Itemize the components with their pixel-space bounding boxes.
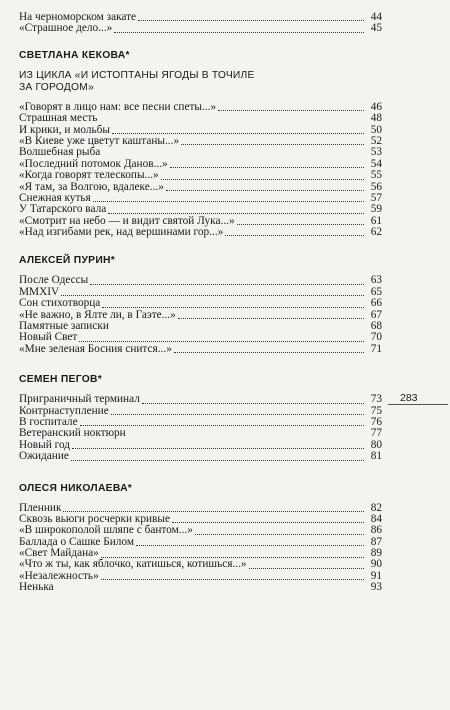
dot-leader [195, 532, 364, 535]
author-heading: СЕМЕН ПЕГОВ* [19, 374, 103, 386]
dot-leader [93, 199, 364, 202]
dot-leader [108, 211, 364, 214]
dot-leader [99, 120, 364, 123]
entry-page: 53 [370, 146, 382, 159]
toc-entry [19, 113, 382, 124]
entry-page: 61 [370, 214, 382, 227]
entry-title: «В широкополой шляпе с бантом...» [19, 524, 193, 537]
toc-entry [19, 227, 382, 238]
entry-title: «Я там, за Волгою, вдалеке...» [19, 180, 164, 193]
toc-entry [19, 204, 382, 215]
toc-entry [19, 23, 382, 34]
entry-title: У Татарского вала [19, 203, 107, 216]
entry-page: 89 [370, 547, 382, 560]
entry-page: 45 [370, 22, 382, 35]
entry-title: Ожидание [19, 450, 69, 463]
dot-leader [114, 30, 364, 33]
cycle-title-line: ЗА ГОРОДОМ» [19, 81, 94, 93]
dot-leader [174, 350, 364, 353]
entry-page: 80 [370, 438, 382, 451]
dot-leader [178, 316, 364, 319]
entry-title: Снежная кутья [19, 191, 91, 204]
entry-page: 68 [370, 320, 382, 333]
entry-page: 50 [370, 123, 382, 136]
toc-entry [19, 571, 382, 582]
entry-title: И крики, и мольбы [19, 123, 110, 136]
dot-leader [71, 458, 364, 461]
dot-leader [63, 509, 364, 512]
entry-title: Ненька [19, 581, 54, 594]
entry-title: Сон стихотворца [19, 297, 101, 310]
entry-page: 52 [370, 134, 382, 147]
entry-title: Новый год [19, 438, 71, 451]
entry-title: Пленник [19, 501, 62, 514]
entry-page: 76 [370, 415, 382, 428]
author-heading: АЛЕКСЕЙ ПУРИН* [19, 255, 116, 267]
entry-title: Баллада о Сашке Билом [19, 535, 134, 548]
entry-page: 62 [370, 226, 382, 239]
entry-title: Приграничный терминал [19, 393, 140, 406]
dot-leader [172, 520, 364, 523]
entry-page: 91 [370, 569, 382, 582]
entry-title: Новый Свет [19, 331, 78, 344]
dot-leader [218, 108, 364, 111]
entry-page: 46 [370, 100, 382, 113]
entry-page: 70 [370, 331, 382, 344]
dot-leader [80, 423, 364, 426]
dot-leader [142, 401, 364, 404]
entry-title: «Страшное дело...» [19, 22, 113, 35]
entry-page: 67 [370, 308, 382, 321]
toc-entry [19, 451, 382, 462]
dot-leader [138, 18, 364, 21]
dot-leader [90, 282, 364, 285]
entry-title: «Говорят в лицо нам: все песни спеты...» [19, 100, 217, 113]
dot-leader [166, 188, 364, 191]
entry-title: «Незалежность» [19, 569, 99, 582]
entry-page: 87 [370, 535, 382, 548]
dot-leader [102, 305, 364, 308]
toc-entry [19, 582, 382, 593]
entry-title: «Мне зеленая Босния снится...» [19, 342, 172, 355]
author-section-purin [19, 255, 382, 355]
entry-title: Волшебная рыба [19, 146, 101, 159]
toc-entry [19, 525, 382, 536]
entry-title: «Свет Майдана» [19, 547, 99, 560]
dot-leader [128, 435, 364, 438]
entry-title: На черноморском закате [19, 10, 137, 23]
entry-page: 84 [370, 512, 382, 525]
dot-leader [112, 131, 364, 134]
dot-leader [181, 142, 364, 145]
entry-page: 59 [370, 203, 382, 216]
entry-page: 77 [370, 427, 382, 440]
entry-page: 65 [370, 285, 382, 298]
cycle-title [19, 70, 382, 94]
author-heading: ОЛЕСЯ НИКОЛАЕВА* [19, 482, 133, 494]
toc-entry [19, 275, 382, 286]
table-of-contents [19, 12, 382, 594]
entry-title: После Одессы [19, 274, 89, 287]
dot-leader [237, 222, 364, 225]
dot-leader [136, 543, 364, 546]
entry-title: «Что ж ты, как яблочко, катишься, котишься...» [19, 558, 247, 571]
dot-leader [111, 327, 364, 330]
toc-entry [19, 170, 382, 181]
entry-page: 63 [370, 274, 382, 287]
entry-title: «Над изгибами рек, над вершинами гор...» [19, 226, 224, 239]
dot-leader [61, 293, 364, 296]
entry-page: 73 [370, 393, 382, 406]
entry-page: 66 [370, 297, 382, 310]
entry-page: 93 [370, 581, 382, 594]
toc-entry [19, 394, 382, 405]
margin-rule [388, 404, 448, 405]
entry-page: 44 [370, 10, 382, 23]
author-section-pegov [19, 374, 382, 462]
dot-leader [225, 233, 364, 236]
entry-page: 82 [370, 501, 382, 514]
top-entries [19, 12, 382, 35]
dot-leader [111, 412, 364, 415]
entry-title: Сквозь вьюги росчерки кривые [19, 512, 170, 525]
entry-page: 86 [370, 524, 382, 537]
toc-entry [19, 428, 382, 439]
dot-leader [102, 154, 364, 157]
entry-page: 81 [370, 450, 382, 463]
entry-title: «Последний потомок Данов...» [19, 157, 168, 170]
entry-title: «Смотрит на небо — и видит святой Лука...» [19, 214, 235, 227]
entry-title: Памятные записки [19, 320, 109, 333]
entry-page: 71 [370, 342, 382, 355]
entry-title: «В Киеве уже цветут каштаны...» [19, 134, 180, 147]
entry-title: «Не важно, в Ялте ли, в Гаэте...» [19, 308, 176, 321]
entry-title: В госпитале [19, 415, 78, 428]
author-section-kekova [19, 50, 382, 239]
entry-page: 57 [370, 191, 382, 204]
entry-title: Контрнаступление [19, 404, 109, 417]
dot-leader [101, 555, 364, 558]
dot-leader [249, 566, 364, 569]
dot-leader [72, 446, 364, 449]
entry-title: «Когда говорят телескопы...» [19, 169, 159, 182]
dot-leader [79, 339, 364, 342]
entry-page: 90 [370, 558, 382, 571]
entry-title: Страшная месть [19, 112, 98, 125]
dot-leader [56, 589, 364, 592]
toc-entry [19, 298, 382, 309]
entry-title: MMXIV [19, 285, 60, 298]
cycle-title-line: ИЗ ЦИКЛА «И ИСТОПТАНЫ ЯГОДЫ В ТОЧИЛЕ [19, 69, 255, 81]
author-section-nikolaeva [19, 483, 382, 594]
entry-page: 48 [370, 112, 382, 125]
page-number: 283 [400, 392, 418, 404]
dot-leader [101, 577, 364, 580]
entry-title: Ветеранский ноктюрн [19, 427, 126, 440]
dot-leader [170, 165, 364, 168]
toc-entry [19, 440, 382, 451]
author-heading: СВЕТЛАНА КЕКОВА* [19, 49, 130, 61]
toc-entry [19, 344, 382, 355]
entry-page: 55 [370, 169, 382, 182]
dot-leader [161, 177, 364, 180]
entry-page: 56 [370, 180, 382, 193]
entry-page: 54 [370, 157, 382, 170]
entry-page: 75 [370, 404, 382, 417]
